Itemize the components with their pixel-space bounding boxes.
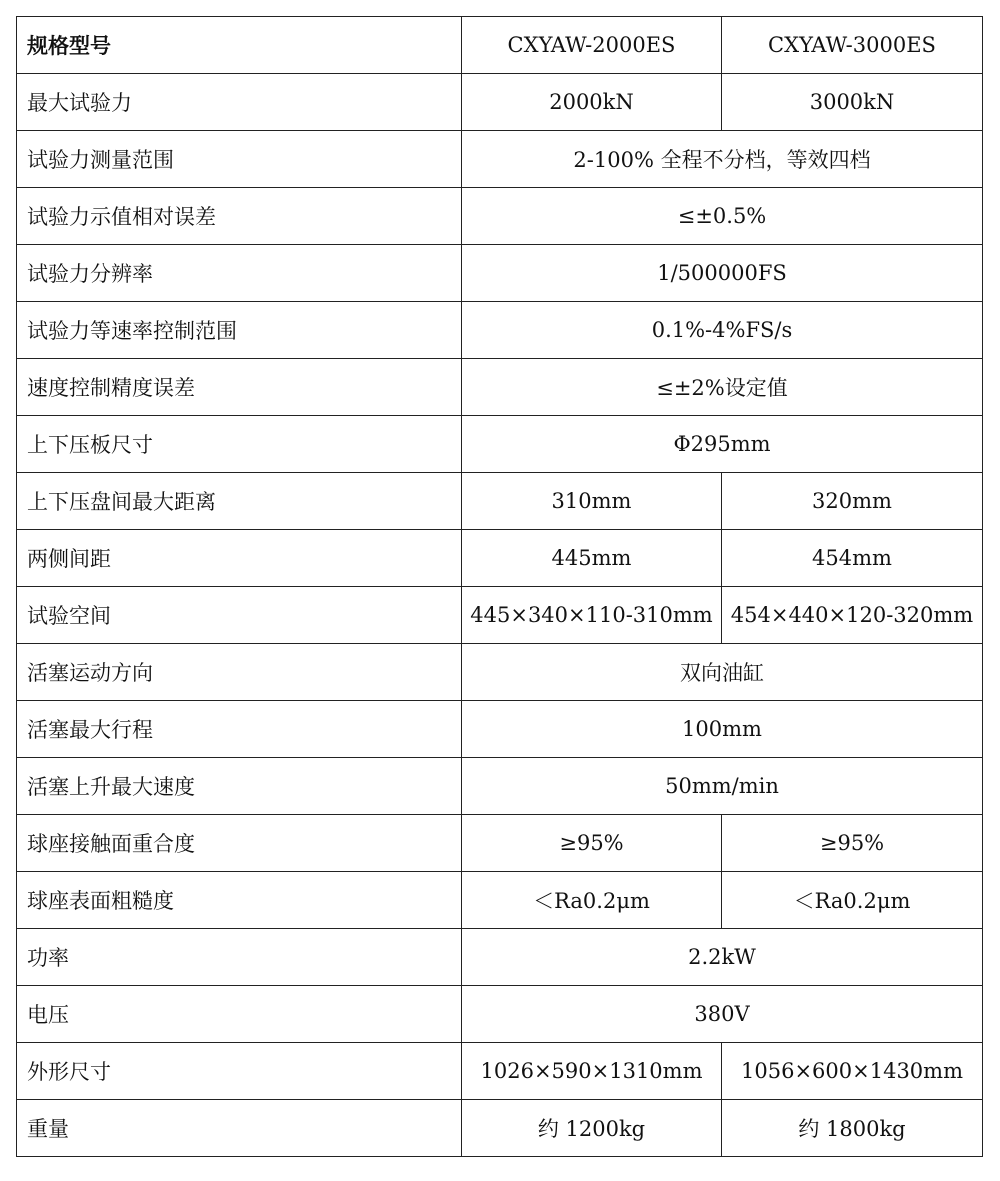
spec-value-cell: 约 1200kg <box>462 1100 722 1157</box>
table-row <box>17 701 983 758</box>
table-row <box>17 74 983 131</box>
spec-value-cell: ＜Ra0.2μm <box>462 872 722 929</box>
spec-value-cell: 454mm <box>722 530 983 587</box>
table-row <box>17 245 983 302</box>
spec-value-cell: 445×340×110-310mm <box>462 587 722 644</box>
table-row <box>17 986 983 1043</box>
spec-value-cell-shared: 100mm <box>462 701 983 758</box>
table-row <box>17 929 983 986</box>
spec-value-cell: ≥95% <box>722 815 983 872</box>
table-row <box>17 131 983 188</box>
spec-value-cell: 310mm <box>462 473 722 530</box>
spec-value-cell-shared: 2.2kW <box>462 929 983 986</box>
spec-value-cell-shared: 1/500000FS <box>462 245 983 302</box>
spec-value-cell: 445mm <box>462 530 722 587</box>
spec-value-cell: CXYAW-3000ES <box>722 17 983 74</box>
table-row <box>17 1043 983 1100</box>
spec-label-cell: 活塞运动方向 <box>17 644 462 701</box>
spec-label-cell: 活塞上升最大速度 <box>17 758 462 815</box>
table-row <box>17 17 983 74</box>
spec-label-cell: 电压 <box>17 986 462 1043</box>
table-row <box>17 416 983 473</box>
table-row <box>17 815 983 872</box>
spec-value-cell: ＜Ra0.2μm <box>722 872 983 929</box>
spec-value-cell-shared: 0.1%-4%FS/s <box>462 302 983 359</box>
spec-value-cell-shared: 50mm/min <box>462 758 983 815</box>
spec-label-cell: 试验力测量范围 <box>17 131 462 188</box>
spec-value-cell-shared: ≤±0.5% <box>462 188 983 245</box>
table-row <box>17 359 983 416</box>
spec-value-cell: ≥95% <box>462 815 722 872</box>
spec-label-cell: 试验力示值相对误差 <box>17 188 462 245</box>
table-row <box>17 530 983 587</box>
spec-value-cell: 454×440×120-320mm <box>722 587 983 644</box>
spec-value-cell: 320mm <box>722 473 983 530</box>
spec-value-cell-shared: ≤±2%设定值 <box>462 359 983 416</box>
spec-label-cell: 球座表面粗糙度 <box>17 872 462 929</box>
spec-label-cell: 试验力分辨率 <box>17 245 462 302</box>
spec-value-cell-shared: 双向油缸 <box>462 644 983 701</box>
spec-label-cell: 两侧间距 <box>17 530 462 587</box>
table-row <box>17 644 983 701</box>
spec-label-cell: 试验空间 <box>17 587 462 644</box>
table-row <box>17 587 983 644</box>
spec-value-cell: 1026×590×1310mm <box>462 1043 722 1100</box>
spec-label-cell: 上下压盘间最大距离 <box>17 473 462 530</box>
spec-label-cell: 规格型号 <box>17 17 462 74</box>
table-row <box>17 188 983 245</box>
spec-label-cell: 速度控制精度误差 <box>17 359 462 416</box>
spec-value-cell: CXYAW-2000ES <box>462 17 722 74</box>
table-row <box>17 758 983 815</box>
spec-table <box>16 16 983 1157</box>
spec-label-cell: 上下压板尺寸 <box>17 416 462 473</box>
table-row <box>17 302 983 359</box>
spec-value-cell: 约 1800kg <box>722 1100 983 1157</box>
spec-label-cell: 活塞最大行程 <box>17 701 462 758</box>
spec-label-cell: 试验力等速率控制范围 <box>17 302 462 359</box>
spec-value-cell: 1056×600×1430mm <box>722 1043 983 1100</box>
table-row <box>17 872 983 929</box>
table-row <box>17 473 983 530</box>
table-row <box>17 1100 983 1157</box>
spec-value-cell-shared: 380V <box>462 986 983 1043</box>
spec-label-cell: 外形尺寸 <box>17 1043 462 1100</box>
spec-value-cell: 2000kN <box>462 74 722 131</box>
spec-value-cell-shared: Φ295mm <box>462 416 983 473</box>
spec-value-cell: 3000kN <box>722 74 983 131</box>
spec-label-cell: 功率 <box>17 929 462 986</box>
spec-label-cell: 重量 <box>17 1100 462 1157</box>
spec-value-cell-shared: 2-100% 全程不分档，等效四档 <box>462 131 983 188</box>
spec-label-cell: 最大试验力 <box>17 74 462 131</box>
spec-table-body <box>17 17 983 1157</box>
spec-label-cell: 球座接触面重合度 <box>17 815 462 872</box>
